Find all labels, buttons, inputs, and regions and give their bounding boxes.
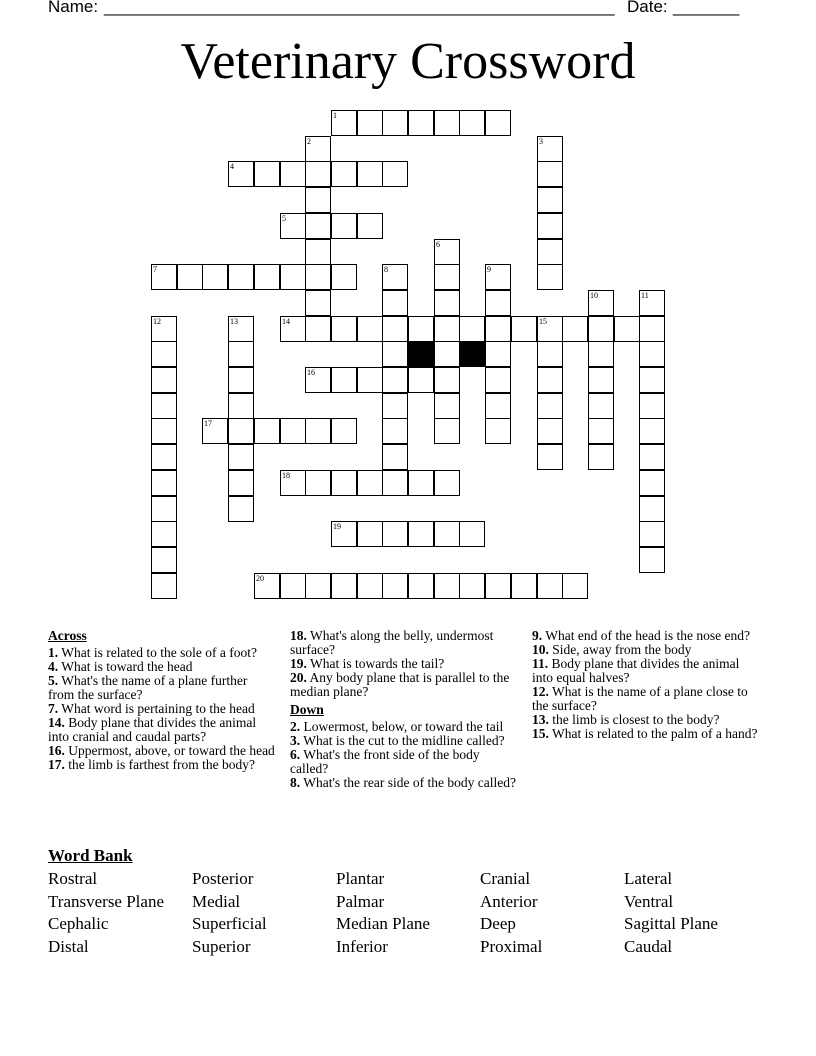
grid-cell[interactable] — [382, 418, 408, 444]
grid-cell[interactable] — [202, 264, 228, 290]
grid-cell[interactable] — [511, 316, 537, 342]
grid-cell[interactable] — [382, 521, 408, 547]
grid-cell[interactable] — [639, 316, 665, 342]
word-bank-item: Plantar — [336, 869, 385, 888]
clues-column-1 — [48, 629, 276, 772]
grid-cell[interactable] — [408, 367, 434, 393]
grid-cell[interactable] — [280, 264, 306, 290]
grid-cell[interactable] — [434, 290, 460, 316]
grid-cell[interactable] — [639, 290, 665, 316]
clue-number: 9. — [532, 628, 543, 643]
grid-cell[interactable] — [588, 367, 614, 393]
clue-number-label: 14 — [282, 317, 290, 326]
clue-text: What is the cut to the midline called? — [303, 733, 505, 748]
grid-cell[interactable] — [331, 161, 357, 187]
grid-cell[interactable] — [357, 213, 383, 239]
grid-cell[interactable] — [151, 444, 177, 470]
grid-cell[interactable] — [228, 470, 254, 496]
grid-cell[interactable] — [331, 521, 357, 547]
grid-cell[interactable] — [588, 316, 614, 342]
clue-number: 3. — [290, 733, 301, 748]
grid-cell[interactable] — [382, 444, 408, 470]
grid-cell[interactable] — [151, 393, 177, 419]
grid-cell[interactable] — [434, 573, 460, 599]
grid-cell[interactable] — [280, 573, 306, 599]
grid-cell[interactable] — [639, 393, 665, 419]
grid-cell[interactable] — [639, 470, 665, 496]
clue-text: What is toward the head — [61, 659, 193, 674]
grid-cell[interactable] — [639, 521, 665, 547]
grid-cell[interactable] — [151, 316, 177, 342]
grid-cell[interactable] — [357, 521, 383, 547]
clue-text: the limb is closest to the body? — [552, 712, 720, 727]
clue-across-1 — [48, 646, 276, 660]
grid-cell[interactable] — [382, 264, 408, 290]
clue-number: 13. — [532, 712, 549, 727]
clue-number-label: 15 — [539, 317, 547, 326]
clue-text: Body plane that divides the animal into equal halves? — [532, 656, 740, 685]
grid-cell[interactable] — [305, 264, 331, 290]
clue-down-2 — [290, 720, 518, 734]
grid-cell[interactable] — [228, 418, 254, 444]
clue-text: the limb is farthest from the body? — [68, 757, 255, 772]
grid-cell[interactable] — [434, 367, 460, 393]
clue-across-16 — [48, 744, 276, 758]
word-bank-item: Superior — [192, 936, 251, 956]
grid-cell[interactable] — [408, 521, 434, 547]
grid-cell[interactable] — [177, 264, 203, 290]
grid-cell[interactable] — [331, 110, 357, 136]
header — [48, 0, 748, 20]
clue-number: 7. — [48, 701, 59, 716]
grid-cell[interactable] — [485, 393, 511, 419]
clue-text: What word is pertaining to the head — [61, 701, 255, 716]
clue-number: 16. — [48, 743, 65, 758]
clue-across-18 — [290, 629, 518, 657]
word-bank-item: Rostral — [48, 869, 98, 888]
grid-cell[interactable] — [305, 316, 331, 342]
clue-text: What's the front side of the body called? — [290, 747, 480, 776]
clue-text: What's the rear side of the body called? — [303, 775, 516, 790]
grid-cell[interactable] — [305, 161, 331, 187]
clue-number-label: 1 — [333, 111, 337, 120]
grid-cell[interactable] — [639, 367, 665, 393]
date-label: Date: — [627, 0, 668, 16]
clue-text: Uppermost, above, or toward the head — [68, 743, 275, 758]
grid-cell[interactable] — [357, 316, 383, 342]
grid-cell[interactable] — [434, 521, 460, 547]
grid-cell[interactable] — [382, 110, 408, 136]
grid-cell[interactable] — [228, 264, 254, 290]
grid-cell[interactable] — [254, 161, 280, 187]
clue-across-14 — [48, 716, 276, 744]
grid-cell[interactable] — [562, 316, 588, 342]
grid-cell[interactable] — [537, 213, 563, 239]
grid-cell[interactable] — [485, 110, 511, 136]
clue-across-17 — [48, 758, 276, 772]
grid-cell[interactable] — [228, 316, 254, 342]
grid-cell[interactable] — [485, 316, 511, 342]
grid-cell[interactable] — [382, 316, 408, 342]
grid-cell[interactable] — [408, 316, 434, 342]
grid-cell[interactable] — [639, 496, 665, 522]
word-bank-item: Inferior — [336, 936, 388, 956]
clue-number: 14. — [48, 715, 65, 730]
grid-cell[interactable] — [459, 316, 485, 342]
clue-number-label: 17 — [204, 419, 212, 428]
clue-text: Any body plane that is parallel to the median plane? — [290, 670, 510, 699]
grid-cell[interactable] — [537, 187, 563, 213]
clue-text: Lowermost, below, or toward the tail — [303, 719, 504, 734]
grid-cell[interactable] — [511, 573, 537, 599]
grid-cell[interactable] — [537, 573, 563, 599]
word-bank-item: Medial — [192, 891, 241, 911]
clue-text: What is related to the palm of a hand? — [552, 726, 758, 741]
clue-number-label: 2 — [307, 137, 311, 146]
grid-cell[interactable] — [485, 573, 511, 599]
grid-cell[interactable] — [408, 110, 434, 136]
clue-text: What end of the head is the nose end? — [545, 628, 750, 643]
clue-number: 10. — [532, 642, 549, 657]
clue-down-9 — [532, 629, 762, 643]
clue-number-label: 20 — [256, 574, 264, 583]
word-bank-item: Cranial — [480, 869, 531, 888]
grid-cell[interactable] — [434, 264, 460, 290]
grid-cell[interactable] — [485, 264, 511, 290]
clue-down-12 — [532, 685, 762, 713]
word-bank-item: Lateral — [624, 869, 673, 888]
grid-cell[interactable] — [228, 367, 254, 393]
grid-cell[interactable] — [639, 547, 665, 573]
word-bank-item: Palmar — [336, 891, 385, 911]
grid-cell[interactable] — [408, 573, 434, 599]
grid-cell[interactable] — [357, 367, 383, 393]
word-bank-item: Superficial — [192, 914, 267, 933]
clue-number-label: 16 — [307, 368, 315, 377]
clue-down-3 — [290, 734, 518, 748]
grid-cell[interactable] — [305, 470, 331, 496]
grid-cell[interactable] — [151, 470, 177, 496]
grid-cell[interactable] — [357, 110, 383, 136]
clue-down-13 — [532, 713, 762, 727]
clue-number-label: 6 — [436, 240, 440, 249]
clues-column-3 — [532, 629, 762, 741]
grid-cell[interactable] — [588, 444, 614, 470]
word-bank-item: Median Plane — [336, 914, 430, 933]
clue-number-label: 13 — [230, 317, 238, 326]
grid-cell[interactable] — [228, 161, 254, 187]
clue-number-label: 11 — [641, 291, 649, 300]
grid-cell[interactable] — [228, 444, 254, 470]
grid-cell[interactable] — [459, 521, 485, 547]
clue-down-8 — [290, 776, 518, 790]
grid-cell[interactable] — [151, 264, 177, 290]
clue-text: Body plane that divides the animal into cranial and caudal parts? — [48, 715, 257, 744]
grid-cell[interactable] — [588, 418, 614, 444]
grid-cell[interactable] — [331, 470, 357, 496]
clue-number-label: 12 — [153, 317, 161, 326]
clue-number: 20. — [290, 670, 307, 685]
grid-cell[interactable] — [305, 290, 331, 316]
clue-number: 17. — [48, 757, 65, 772]
clue-text: What is towards the tail? — [310, 656, 445, 671]
grid-cell[interactable] — [151, 547, 177, 573]
grid-cell[interactable] — [639, 444, 665, 470]
grid-cell[interactable] — [537, 136, 563, 162]
grid-cell[interactable] — [331, 573, 357, 599]
grid-cell[interactable] — [280, 470, 306, 496]
word-bank-item: Distal — [48, 936, 89, 956]
grid-cell[interactable] — [562, 573, 588, 599]
grid-cell[interactable] — [331, 316, 357, 342]
date-blank[interactable]: _______ — [673, 0, 740, 16]
clue-down-6 — [290, 748, 518, 776]
grid-cell[interactable] — [459, 573, 485, 599]
grid-cell[interactable] — [614, 316, 640, 342]
grid-cell[interactable] — [202, 418, 228, 444]
grid-cell[interactable] — [254, 573, 280, 599]
grid-cell[interactable] — [537, 418, 563, 444]
grid-cell[interactable] — [434, 393, 460, 419]
grid-cell[interactable] — [305, 213, 331, 239]
grid-cell[interactable] — [434, 470, 460, 496]
name-blank[interactable]: ______________________________________________________ — [104, 0, 615, 16]
grid-cell[interactable] — [228, 496, 254, 522]
clue-across-4 — [48, 660, 276, 674]
clue-number: 4. — [48, 659, 59, 674]
grid-cell[interactable] — [408, 470, 434, 496]
clue-text: What is the name of a plane close to the surface? — [532, 684, 748, 713]
word-bank-title: Word Bank — [48, 846, 133, 865]
clue-text: Side, away from the body — [552, 642, 692, 657]
down-heading: Down — [290, 702, 324, 717]
grid-cell[interactable] — [305, 187, 331, 213]
clue-text: What is related to the sole of a foot? — [61, 645, 257, 660]
grid-cell[interactable] — [485, 418, 511, 444]
word-bank-item: Transverse Plane — [48, 891, 164, 911]
word-bank-item: Deep — [480, 914, 516, 933]
clue-number-label: 18 — [282, 471, 290, 480]
name-label: Name: — [48, 0, 99, 16]
clue-number: 15. — [532, 726, 549, 741]
grid-cell[interactable] — [151, 521, 177, 547]
word-bank-item: Ventral — [624, 891, 674, 911]
grid-cell[interactable] — [588, 290, 614, 316]
clues-column-2 — [290, 629, 518, 790]
clue-number: 1. — [48, 645, 59, 660]
grid-cell[interactable] — [537, 367, 563, 393]
grid-cell[interactable] — [357, 573, 383, 599]
grid-cell[interactable] — [305, 136, 331, 162]
word-bank-item: Anterior — [480, 891, 538, 911]
grid-cell[interactable] — [537, 341, 563, 367]
clue-number: 2. — [290, 719, 301, 734]
word-bank-item: Caudal — [624, 936, 673, 956]
grid-cell[interactable] — [228, 393, 254, 419]
grid-cell[interactable] — [151, 367, 177, 393]
clue-number: 11. — [532, 656, 549, 671]
grid-cell[interactable] — [537, 316, 563, 342]
grid-cell[interactable] — [254, 264, 280, 290]
grid-cell[interactable] — [639, 341, 665, 367]
grid-cell[interactable] — [151, 573, 177, 599]
grid-cell[interactable] — [434, 110, 460, 136]
grid-cell[interactable] — [331, 264, 357, 290]
clue-across-5 — [48, 674, 276, 702]
grid-cell[interactable] — [588, 341, 614, 367]
clue-down-15 — [532, 727, 762, 741]
grid-cell[interactable] — [382, 161, 408, 187]
clue-number-label: 9 — [487, 265, 491, 274]
clue-number: 12. — [532, 684, 549, 699]
clue-number: 6. — [290, 747, 301, 762]
grid-cell[interactable] — [459, 110, 485, 136]
clue-down-11 — [532, 657, 762, 685]
clue-number-label: 8 — [384, 265, 388, 274]
grid-cell[interactable] — [485, 290, 511, 316]
grid-cell[interactable] — [331, 367, 357, 393]
grid-cell[interactable] — [357, 470, 383, 496]
grid-cell[interactable] — [485, 367, 511, 393]
grid-cell[interactable] — [305, 418, 331, 444]
clue-number: 5. — [48, 673, 59, 688]
word-bank-item: Sagittal Plane — [624, 914, 718, 933]
page-title: Veterinary Crossword — [180, 33, 636, 90]
grid-cell[interactable] — [434, 316, 460, 342]
grid-cell[interactable] — [382, 470, 408, 496]
grid-cell[interactable] — [228, 341, 254, 367]
grid-cell[interactable] — [305, 573, 331, 599]
grid-cell[interactable] — [151, 418, 177, 444]
grid-cell[interactable] — [537, 393, 563, 419]
grid-cell[interactable] — [280, 316, 306, 342]
grid-cell[interactable] — [151, 496, 177, 522]
clue-text: What's the name of a plane further from the surface? — [48, 673, 248, 702]
word-bank-item: Proximal — [480, 936, 543, 956]
grid-cell[interactable] — [639, 418, 665, 444]
grid-cell[interactable] — [537, 239, 563, 265]
word-bank-item: Cephalic — [48, 914, 109, 933]
grid-cell[interactable] — [280, 161, 306, 187]
clue-number: 18. — [290, 628, 307, 643]
clue-text: What's along the belly, undermost surface? — [290, 628, 494, 657]
grid-cell[interactable] — [357, 161, 383, 187]
grid-cell[interactable] — [382, 341, 408, 367]
grid-cell[interactable] — [331, 418, 357, 444]
grid-cell[interactable] — [331, 213, 357, 239]
clue-number: 8. — [290, 775, 301, 790]
clue-number-label: 19 — [333, 522, 341, 531]
grid-cell[interactable] — [382, 573, 408, 599]
grid-cell[interactable] — [151, 341, 177, 367]
grid-cell[interactable] — [537, 264, 563, 290]
grid-cell[interactable] — [485, 341, 511, 367]
grid-cell[interactable] — [537, 444, 563, 470]
clue-across-19 — [290, 657, 518, 671]
grid-cell[interactable] — [280, 418, 306, 444]
across-heading: Across — [48, 628, 87, 643]
grid-cell[interactable] — [382, 393, 408, 419]
clue-number-label: 7 — [153, 265, 157, 274]
clue-number-label: 5 — [282, 214, 286, 223]
grid-cell[interactable] — [434, 341, 460, 367]
grid-cell[interactable] — [382, 367, 408, 393]
grid-cell[interactable] — [434, 418, 460, 444]
black-square — [408, 341, 434, 367]
grid-cell[interactable] — [434, 239, 460, 265]
clue-number: 19. — [290, 656, 307, 671]
clue-number-label: 3 — [539, 137, 543, 146]
black-square — [459, 341, 485, 367]
clue-number-label: 4 — [230, 162, 234, 171]
grid-cell[interactable] — [305, 239, 331, 265]
clue-down-10 — [532, 643, 762, 657]
grid-cell[interactable] — [588, 393, 614, 419]
word-bank-item: Posterior — [192, 869, 254, 888]
clue-number-label: 10 — [590, 291, 598, 300]
clue-across-7 — [48, 702, 276, 716]
grid-cell[interactable] — [305, 367, 331, 393]
grid-cell[interactable] — [280, 213, 306, 239]
grid-cell[interactable] — [382, 290, 408, 316]
clue-across-20 — [290, 671, 518, 699]
grid-cell[interactable] — [537, 161, 563, 187]
grid-cell[interactable] — [254, 418, 280, 444]
